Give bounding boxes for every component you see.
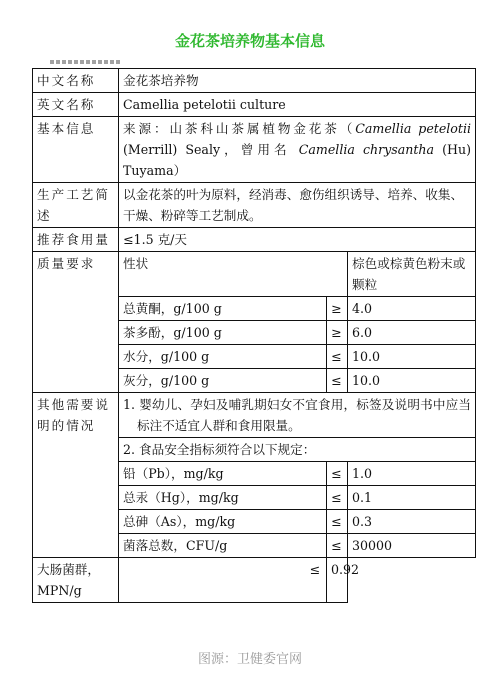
safety-item-value: 0.3 — [348, 510, 476, 534]
trait-label: 性状 — [119, 252, 348, 297]
page-title: 金花茶培养物基本信息 — [174, 32, 325, 50]
quality-item-sign: ≤ — [327, 369, 348, 393]
basic-info-label: 基本信息 — [33, 117, 119, 183]
basic-authority: (Merrill) Sealy，曾用名 — [123, 142, 299, 157]
quality-item-sign: ≥ — [327, 297, 348, 321]
dose-label: 推荐食用量 — [33, 228, 119, 252]
basic-former-authority: (Hu) Tuyama） — [123, 142, 471, 178]
table-row — [33, 558, 476, 603]
safety-item-sign: ≤ — [119, 558, 327, 603]
latin-name: Camellia petelotii — [355, 121, 472, 136]
table-row — [33, 252, 476, 297]
dose-value: ≤1.5 克/天 — [119, 228, 476, 252]
process-label: 生产工艺简述 — [33, 183, 119, 228]
note-2: 2. 食品安全指标须符合以下规定： — [119, 438, 476, 462]
image-source-caption: 图源：卫健委官网 — [197, 652, 302, 667]
cn-name-label: 中文名称 — [33, 69, 119, 93]
quality-label: 质量要求 — [33, 252, 119, 393]
quality-item-name: 总黄酮，g/100 g — [119, 297, 327, 321]
safety-item-name: 铅（Pb），mg/kg — [119, 462, 327, 486]
cn-name-value: 金花茶培养物 — [119, 69, 476, 93]
trait-value: 棕色或棕黄色粉末或颗粒 — [348, 252, 476, 297]
quality-item-name: 水分，g/100 g — [119, 345, 327, 369]
safety-item-sign: ≤ — [327, 510, 348, 534]
safety-item-name: 总汞（Hg），mg/kg — [119, 486, 327, 510]
basic-info-value — [119, 117, 476, 183]
table-row — [33, 117, 476, 183]
former-latin-name: Camellia chrysantha — [298, 142, 435, 157]
quality-item-name: 灰分，g/100 g — [119, 369, 327, 393]
table-row — [33, 228, 476, 252]
quality-item-value: 10.0 — [348, 345, 476, 369]
en-name-value: Camellia petelotii culture — [119, 93, 476, 117]
process-value: 以金花茶的叶为原料，经消毒、愈伤组织诱导、培养、收集、干燥、粉碎等工艺制成。 — [119, 183, 476, 228]
other-label: 其他需要说明的情况 — [33, 393, 119, 558]
table-row — [33, 393, 476, 438]
note-1 — [119, 393, 476, 438]
safety-item-value: 0.1 — [348, 486, 476, 510]
cropped-heading-fragment — [50, 58, 124, 64]
basic-source-prefix: 来源：山茶科山茶属植物金花茶（ — [123, 121, 356, 136]
table-row — [33, 183, 476, 228]
note-1-text: 1. 婴幼儿、孕妇及哺乳期妇女不宜食用，标签及说明书中应当标注不适宜人群和食用限量。 — [123, 397, 471, 433]
quality-item-name: 茶多酚，g/100 g — [119, 321, 327, 345]
safety-item-sign: ≤ — [327, 462, 348, 486]
table-row — [33, 69, 476, 93]
safety-item-value: 30000 — [348, 534, 476, 558]
en-name-label: 英文名称 — [33, 93, 119, 117]
safety-item-name: 菌落总数，CFU/g — [119, 534, 327, 558]
safety-item-name: 总砷（As），mg/kg — [119, 510, 327, 534]
table-row — [33, 93, 476, 117]
safety-item-sign: ≤ — [327, 534, 348, 558]
info-table — [32, 68, 476, 603]
quality-item-value: 4.0 — [348, 297, 476, 321]
safety-item-value: 0.92 — [327, 558, 348, 603]
quality-item-sign: ≤ — [327, 345, 348, 369]
safety-item-sign: ≤ — [327, 486, 348, 510]
safety-item-value: 1.0 — [348, 462, 476, 486]
quality-item-value: 6.0 — [348, 321, 476, 345]
safety-item-name: 大肠菌群，MPN/g — [33, 558, 119, 603]
quality-item-sign: ≥ — [327, 321, 348, 345]
quality-item-value: 10.0 — [348, 369, 476, 393]
